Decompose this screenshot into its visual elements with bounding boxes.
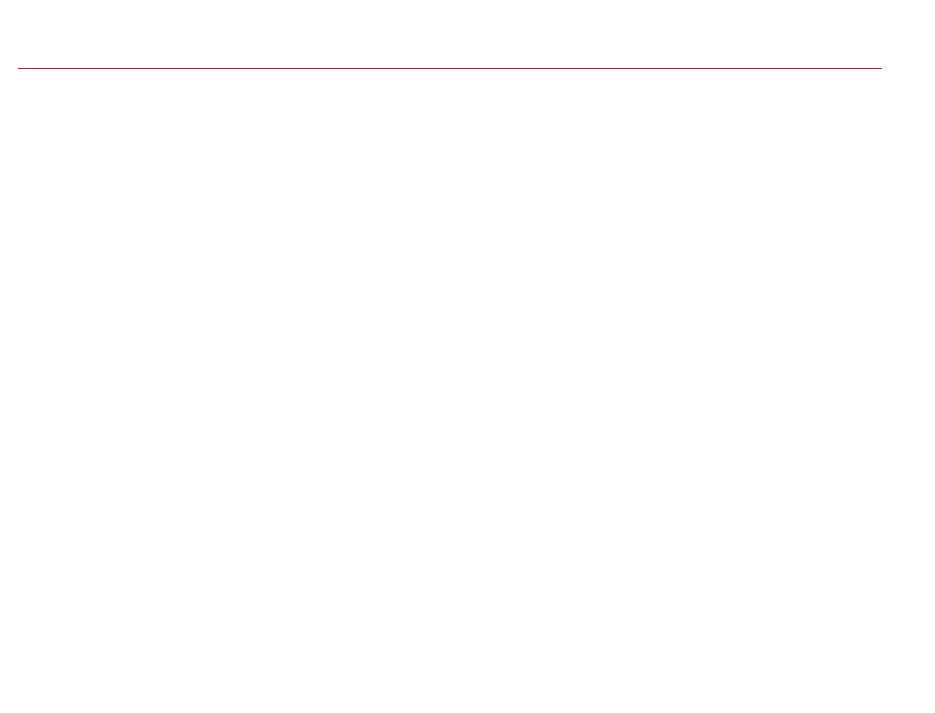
top-rule <box>18 68 882 69</box>
page-titles <box>20 5 920 53</box>
